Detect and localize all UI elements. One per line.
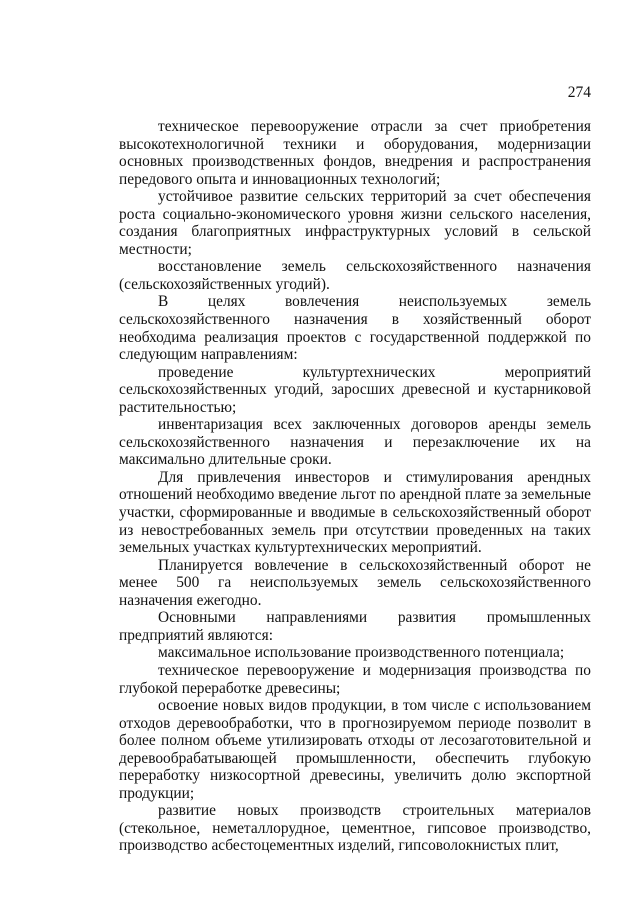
paragraph: инвентаризация всех заключенных договоров аренды земель сельскохозяйственного назначения и перезаключение их на максимально длительные сроки.	[119, 416, 591, 469]
paragraph: развитие новых производств строительных материалов (стекольное, неметаллорудное, цементное, гипсовое производство, производство асбестоцементных изделий, гипсоволокнистых плит,	[119, 802, 591, 855]
paragraph: Планируется вовлечение в сельскохозяйственный оборот не менее 500 га неиспользуемых земель сельскохозяйственного назначения ежегодно.	[119, 556, 591, 609]
paragraph: В целях вовлечения неиспользуемых земель сельскохозяйственного назначения в хозяйственный оборот необходима реализация проектов с государственной поддержкой по следующим направлениям:	[119, 293, 591, 364]
paragraph: техническое перевооружение отрасли за счет приобретения высокотехнологичной техники и оборудования, модернизации основных производственных фондов, внедрения и распространения передового опыта и инновационных технологий;	[119, 118, 591, 188]
paragraph: техническое перевооружение и модернизация производства по глубокой переработке древесины;	[119, 661, 591, 697]
paragraph: максимальное использование производственного потенциала;	[158, 644, 565, 662]
body-text	[119, 118, 591, 855]
paragraph: Для привлечения инвесторов и стимулирования арендных отношений необходимо введение льгот по арендной плате за земельные участки, сформированные и вводимые в сельскохозяйственный оборот из невостребованных земель при отсутствии проведенных на таких земельных участках культуртехнических мероприятий.	[119, 468, 592, 557]
page-number: 274	[567, 84, 591, 101]
paragraph: Основными направлениями развития промышленных предприятий являются:	[119, 609, 591, 644]
paragraph: устойчивое развитие сельских территорий за счет обеспечения роста социально-экономического уровня жизни сельского населения, создания благоприятных инфраструктурных условий в сельской местности;	[119, 188, 591, 258]
paragraph: проведение культуртехнических мероприятий сельскохозяйственных угодий, заросших древесной и кустарниковой растительностью;	[119, 363, 591, 416]
paragraph: восстановление земель сельскохозяйственного назначения (сельскохозяйственных угодий).	[119, 258, 591, 293]
paragraph: освоение новых видов продукции, в том числе с использованием отходов деревообработки, что в прогнозируемом периоде позволит в более полном объеме утилизировать отходы от лесозаготовительной и деревообрабатывающей промышленности, обеспечить глубокую переработку низкосортной древесины, увеличить долю экспортной продукции;	[119, 697, 591, 802]
